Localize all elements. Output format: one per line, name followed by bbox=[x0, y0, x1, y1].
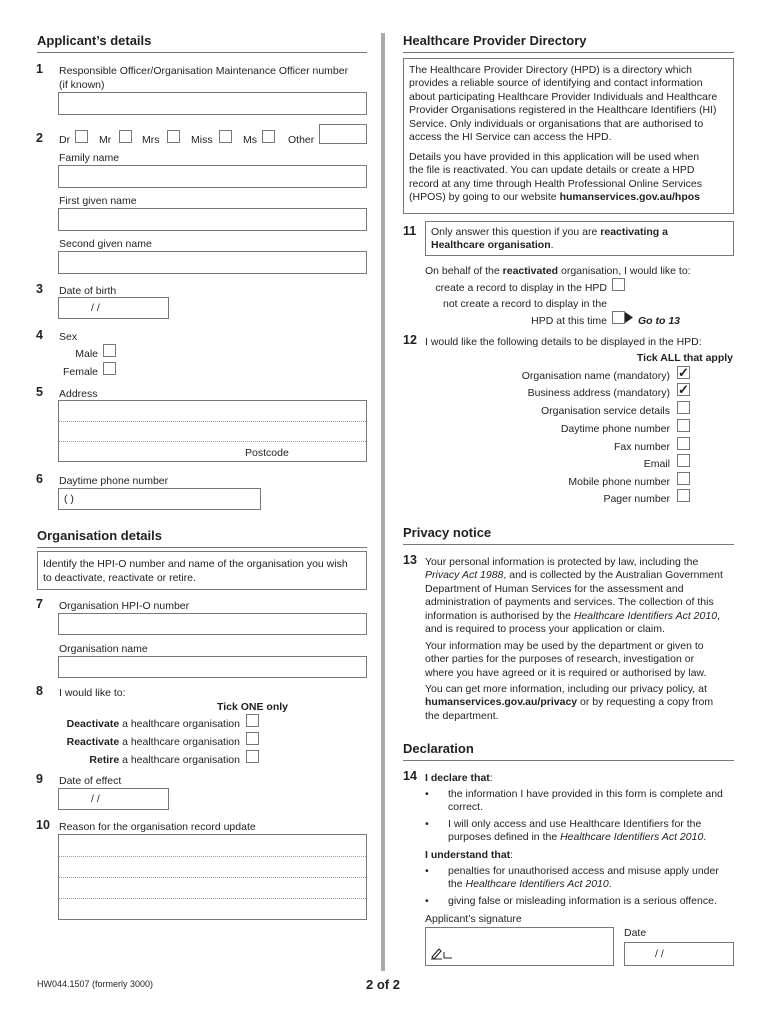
date-separators: / / bbox=[91, 302, 100, 314]
pen-signature-icon bbox=[430, 946, 454, 960]
reason-label: Reason for the organisation record update bbox=[59, 821, 256, 833]
not-create-record-checkbox[interactable] bbox=[612, 311, 625, 324]
title-mr-label: Mr bbox=[99, 134, 112, 146]
officer-number-field[interactable] bbox=[58, 92, 367, 115]
heading-rule bbox=[403, 544, 734, 545]
first-given-name-field[interactable] bbox=[58, 208, 367, 231]
title-dr-checkbox[interactable] bbox=[75, 130, 88, 143]
hpd-item-label: Daytime phone number bbox=[560, 423, 670, 435]
address-label: Address bbox=[59, 388, 98, 400]
declaration-bullet: • penalties for unauthorised access and misuse apply under the Healthcare Identifiers Act 2010. bbox=[425, 865, 719, 891]
family-name-field[interactable] bbox=[58, 165, 367, 188]
privacy-notice-heading: Privacy notice bbox=[403, 525, 492, 540]
privacy-link[interactable]: humanservices.gov.au/privacy bbox=[425, 696, 578, 709]
reason-line-divider bbox=[59, 877, 366, 878]
phone-field[interactable] bbox=[58, 488, 261, 510]
org-intro-text-2: to deactivate, reactivate or retire. bbox=[43, 572, 196, 584]
question-number: 14 bbox=[403, 769, 417, 783]
reason-line-divider bbox=[59, 856, 366, 857]
second-given-name-label: Second given name bbox=[59, 238, 152, 250]
would-like-label: I would like to: bbox=[59, 687, 126, 699]
privacy-paragraph-1: Your personal information is protected by law, including the Privacy Act 1988, and is collected by the Australian Government Department of Human Services for the assessment and administration of payments and services. The collection of this information is authorised by the Healthcare Identifiers Act 2010, and is required to process your application or claim. bbox=[425, 556, 723, 636]
hpd-item-label: Organisation service details bbox=[541, 405, 670, 417]
title-mrs-checkbox[interactable] bbox=[167, 130, 180, 143]
on-behalf-label: On behalf of the reactivated organisation, I would like to: bbox=[425, 265, 691, 277]
hpd-item-checkbox[interactable] bbox=[677, 472, 690, 485]
applicant-details-heading: Applicant’s details bbox=[37, 33, 152, 48]
date-label: Date bbox=[624, 927, 647, 939]
hpd-item-label: Pager number bbox=[603, 493, 670, 505]
male-checkbox[interactable] bbox=[103, 344, 116, 357]
org-name-label: Organisation name bbox=[59, 643, 148, 655]
sex-label: Sex bbox=[59, 331, 78, 343]
arrow-right-icon bbox=[625, 312, 635, 323]
reason-line-divider bbox=[59, 898, 366, 899]
title-mr-checkbox[interactable] bbox=[119, 130, 132, 143]
address-line-divider bbox=[59, 421, 366, 422]
question-number: 3 bbox=[36, 282, 43, 296]
postcode-label: Postcode bbox=[245, 447, 289, 459]
question-number: 11 bbox=[403, 224, 417, 238]
dob-label: Date of birth bbox=[59, 285, 117, 297]
question-number: 9 bbox=[36, 772, 43, 786]
privacy-paragraph-2: Your information may be used by the department or given to other parties for the purposes of research, investigation or where you have agreed or it is required or authorised by law. bbox=[425, 640, 707, 679]
retire-checkbox[interactable] bbox=[246, 750, 259, 763]
tick-one-only: Tick ONE only bbox=[217, 701, 288, 713]
female-label: Female bbox=[62, 366, 98, 378]
hpd-paragraph-2: Details you have provided in this application will be used when the file is reactivated. You can update details or create a HPD record at any time through Health Professional Online Services (HPOS) by going to our website humanservices.gov.au/hpos bbox=[409, 151, 702, 204]
hpio-number-field[interactable] bbox=[58, 613, 367, 635]
date-separators: / / bbox=[91, 793, 100, 805]
title-ms-label: Ms bbox=[243, 134, 257, 146]
hpio-number-label: Organisation HPI-O number bbox=[59, 600, 190, 612]
question-number: 8 bbox=[36, 684, 43, 698]
hpd-item-label: Email bbox=[643, 458, 670, 470]
title-other-label: Other bbox=[288, 134, 315, 146]
q11-instruction-box bbox=[425, 221, 734, 256]
title-miss-label: Miss bbox=[191, 134, 213, 146]
declaration-heading: Declaration bbox=[403, 741, 474, 756]
page-number: 2 of 2 bbox=[366, 977, 400, 992]
privacy-paragraph-3: You can get more information, including our privacy policy, at humanservices.gov.au/privacy or by requesting a copy from the department. bbox=[425, 683, 714, 722]
go-to-13: Go to 13 bbox=[638, 315, 681, 327]
question-number: 1 bbox=[36, 62, 43, 76]
declaration-date-field[interactable] bbox=[624, 942, 734, 966]
hpd-info-box bbox=[403, 58, 734, 214]
question-number: 7 bbox=[36, 597, 43, 611]
title-dr-label: Dr bbox=[59, 134, 71, 146]
title-ms-checkbox[interactable] bbox=[262, 130, 275, 143]
hpd-item-checkbox[interactable]: ✓ bbox=[678, 382, 689, 397]
question-number: 13 bbox=[403, 553, 417, 567]
date-of-effect-label: Date of effect bbox=[59, 775, 122, 787]
form-code: HW044.1507 (formerly 3000) bbox=[37, 979, 154, 989]
hpd-item-checkbox[interactable] bbox=[677, 489, 690, 502]
retire-option-label: Retire a healthcare organisation bbox=[89, 754, 240, 766]
dob-field[interactable] bbox=[58, 297, 169, 319]
question-number: 12 bbox=[403, 333, 417, 347]
hpd-item-label: Organisation name (mandatory) bbox=[521, 370, 670, 382]
first-given-name-label: First given name bbox=[59, 195, 137, 207]
not-create-record-label-2: HPD at this time bbox=[531, 315, 607, 327]
heading-rule bbox=[403, 760, 734, 761]
reason-field[interactable] bbox=[58, 834, 367, 920]
hpd-item-checkbox[interactable] bbox=[677, 419, 690, 432]
address-field[interactable] bbox=[58, 400, 367, 462]
question-number: 6 bbox=[36, 472, 43, 486]
question-number: 5 bbox=[36, 385, 43, 399]
create-record-label: create a record to display in the HPD bbox=[435, 282, 607, 294]
hpd-item-label: Business address (mandatory) bbox=[527, 387, 670, 399]
date-of-effect-field[interactable] bbox=[58, 788, 169, 810]
heading-rule bbox=[37, 547, 367, 548]
organisation-details-heading: Organisation details bbox=[37, 528, 162, 543]
question-number: 4 bbox=[36, 328, 43, 342]
signature-field[interactable] bbox=[425, 927, 614, 966]
q12-label: I would like the following details to be displayed in the HPD: bbox=[425, 336, 702, 348]
hpd-item-checkbox[interactable]: ✓ bbox=[678, 365, 689, 380]
deactivate-option-label: Deactivate a healthcare organisation bbox=[66, 718, 240, 730]
date-separators: / / bbox=[655, 948, 664, 960]
hpd-item-checkbox[interactable] bbox=[677, 437, 690, 450]
question-number: 10 bbox=[36, 818, 50, 832]
hpos-link[interactable]: humanservices.gov.au/hpos bbox=[559, 191, 701, 204]
hpd-item-checkbox[interactable] bbox=[677, 401, 690, 414]
understand-label: I understand that: bbox=[425, 849, 514, 861]
hpd-heading: Healthcare Provider Directory bbox=[403, 33, 587, 48]
column-divider bbox=[381, 33, 385, 971]
question-number: 2 bbox=[36, 131, 43, 145]
create-record-checkbox[interactable] bbox=[612, 278, 625, 291]
org-intro-text: Identify the HPI-O number and name of the organisation you wish bbox=[43, 558, 348, 570]
hpd-item-checkbox[interactable] bbox=[677, 454, 690, 467]
hpd-item-label: Fax number bbox=[613, 441, 670, 453]
phone-area-parens: ( ) bbox=[64, 493, 74, 505]
title-miss-checkbox[interactable] bbox=[219, 130, 232, 143]
second-given-name-field[interactable] bbox=[58, 251, 367, 274]
q1-label-2: (if known) bbox=[59, 79, 105, 91]
phone-label: Daytime phone number bbox=[59, 475, 169, 487]
declare-label: I declare that: bbox=[425, 772, 493, 784]
address-line-divider bbox=[59, 441, 366, 442]
male-label: Male bbox=[75, 348, 98, 360]
q11-instruction: Only answer this question if you are reactivating a Healthcare organisation. bbox=[431, 226, 668, 252]
org-name-field[interactable] bbox=[58, 656, 367, 678]
tick-all-label: Tick ALL that apply bbox=[636, 352, 733, 364]
not-create-record-label: not create a record to display in the bbox=[442, 298, 607, 310]
family-name-label: Family name bbox=[59, 152, 120, 164]
org-intro-box bbox=[37, 551, 367, 590]
declaration-bullet: • giving false or misleading information is a serious offence. bbox=[425, 895, 717, 907]
hpd-item-label: Mobile phone number bbox=[568, 476, 670, 488]
declaration-bullet: • I will only access and use Healthcare Identifiers for the purposes defined in the Healthcare Identifiers Act 2010. bbox=[425, 818, 707, 844]
reactivate-checkbox[interactable] bbox=[246, 732, 259, 745]
female-checkbox[interactable] bbox=[103, 362, 116, 375]
deactivate-checkbox[interactable] bbox=[246, 714, 259, 727]
q1-label: Responsible Officer/Organisation Maintenance Officer number bbox=[59, 65, 349, 77]
signature-label: Applicant’s signature bbox=[425, 913, 522, 925]
heading-rule bbox=[37, 52, 367, 53]
title-mrs-label: Mrs bbox=[142, 134, 160, 146]
reactivate-option-label: Reactivate a healthcare organisation bbox=[66, 736, 240, 748]
heading-rule bbox=[403, 52, 734, 53]
declaration-bullet: • the information I have provided in this form is complete and correct. bbox=[425, 788, 723, 814]
title-other-field[interactable] bbox=[319, 124, 367, 144]
hpd-paragraph-1: The Healthcare Provider Directory (HPD) is a directory which provides a reliable source of identifying and contact information about participating Healthcare Provider Individuals and Healthcare Provider Organisations registered in the Healthcare Identifiers (HI) Service. Only individuals or organisations that are authorised to access the HI Service can access the HPD. bbox=[409, 64, 718, 144]
